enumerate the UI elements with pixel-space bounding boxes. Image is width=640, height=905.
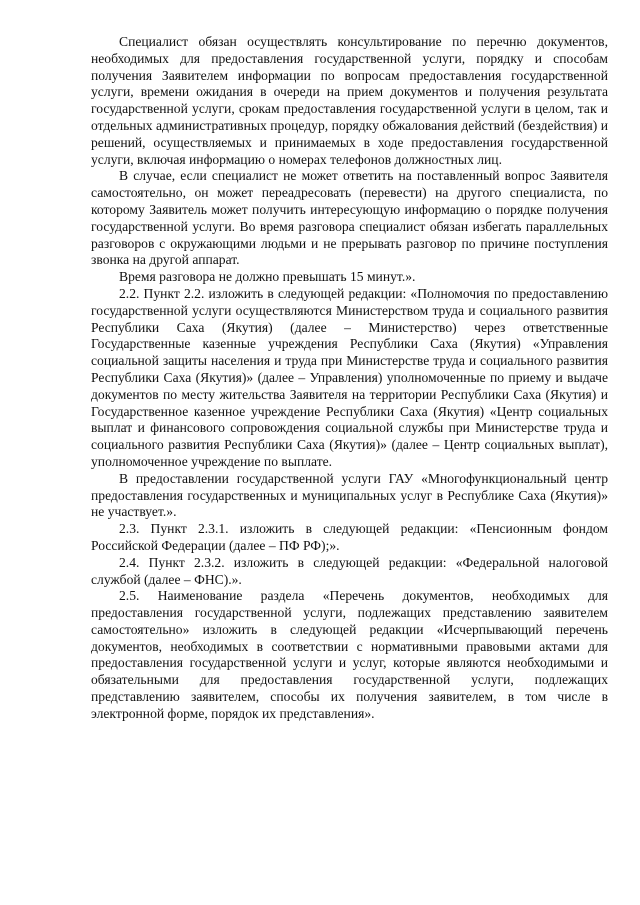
paragraph-call-duration: Время разговора не должно превышать 15 минут.». xyxy=(119,269,416,285)
document-page xyxy=(91,34,608,723)
paragraph-clause-2-5: 2.5. Наименование раздела «Перечень документов, необходимых для предоставления государственной услуги, подлежащих представлению заявителем самостоятельно» изложить в следующей редакции «Исчерпывающий перечень документов, необходимых в соответствии с нормативными правовыми актами для предоставления государственной услуги и услуг, которые являются необходимыми и обязательными для предоставления государственной услуги, подлежащих представлению заявителем, способы их получения заявителем, в том числе в электронной форме, порядок их представления». xyxy=(91,588,608,721)
paragraph-clause-2-4: 2.4. Пункт 2.3.2. изложить в следующей редакции: «Федеральной налоговой службой (далее – ФНС).». xyxy=(91,554,608,587)
paragraph-redirect-call: В случае, если специалист не может ответить на поставленный вопрос Заявителя самостоятельно, он может переадресовать (перевести) на другого специалиста, по которому Заявитель может получить интересующую информацию о порядке получения государственной услуги. Во время разговора специалист обязан избегать параллельных разговоров с окружающими людьми и не прерывать разговор по причине поступления звонка на другой аппарат. xyxy=(91,168,608,268)
paragraph-clause-2-3: 2.3. Пункт 2.3.1. изложить в следующей редакции: «Пенсионным фондом Российской Федерации (далее – ПФ РФ);». xyxy=(91,521,608,553)
paragraph-consultation-scope: Специалист обязан осуществлять консультирование по перечню документов, необходимых для предоставления государственной услуги, порядку и способам получения Заявителем информации по вопросам предоставления государственной услуги, времени ожидания в очереди на прием документов и получения результата государственной услуги, срокам предоставления государственной услуги в целом, так и отдельных административных процедур, порядку обжалования действий (бездействия) и решений, осуществляемых и принимаемых в ходе предоставления государственной услуги, включая информацию о номерах телефонов должностных лиц. xyxy=(91,34,608,167)
paragraph-mfc-not-participating: В предоставлении государственной услуги ГАУ «Многофункциональный центр предоставления государственных и муниципальных услуг в Республике Саха (Якутия)» не участвует.». xyxy=(91,470,608,520)
paragraph-clause-2-2: 2.2. Пункт 2.2. изложить в следующей редакции: «Полномочия по предоставлению государственной услуги осуществляются Министерством труда и социального развития Республики Саха (Якутия) (далее – Министерство) через ответственные Государственные казенные учреждения Республики Саха (Якутия) «Управления социальной защиты населения и труда при Министерстве труда и социального развития Республики Саха (Якутия)» (далее – Управления) уполномоченные по приему и выдаче документов по месту жительства Заявителя на территории Республики Саха (Якутия) и Государственное казенное учреждение Республики Саха (Якутия) «Центр социальных выплат и финансового сопровождения социальной службы при Министерстве труда и социального развития Республики Саха (Якутия)» (далее – Центр социальных выплат), уполномоченное учреждение по выплате. xyxy=(91,285,608,469)
